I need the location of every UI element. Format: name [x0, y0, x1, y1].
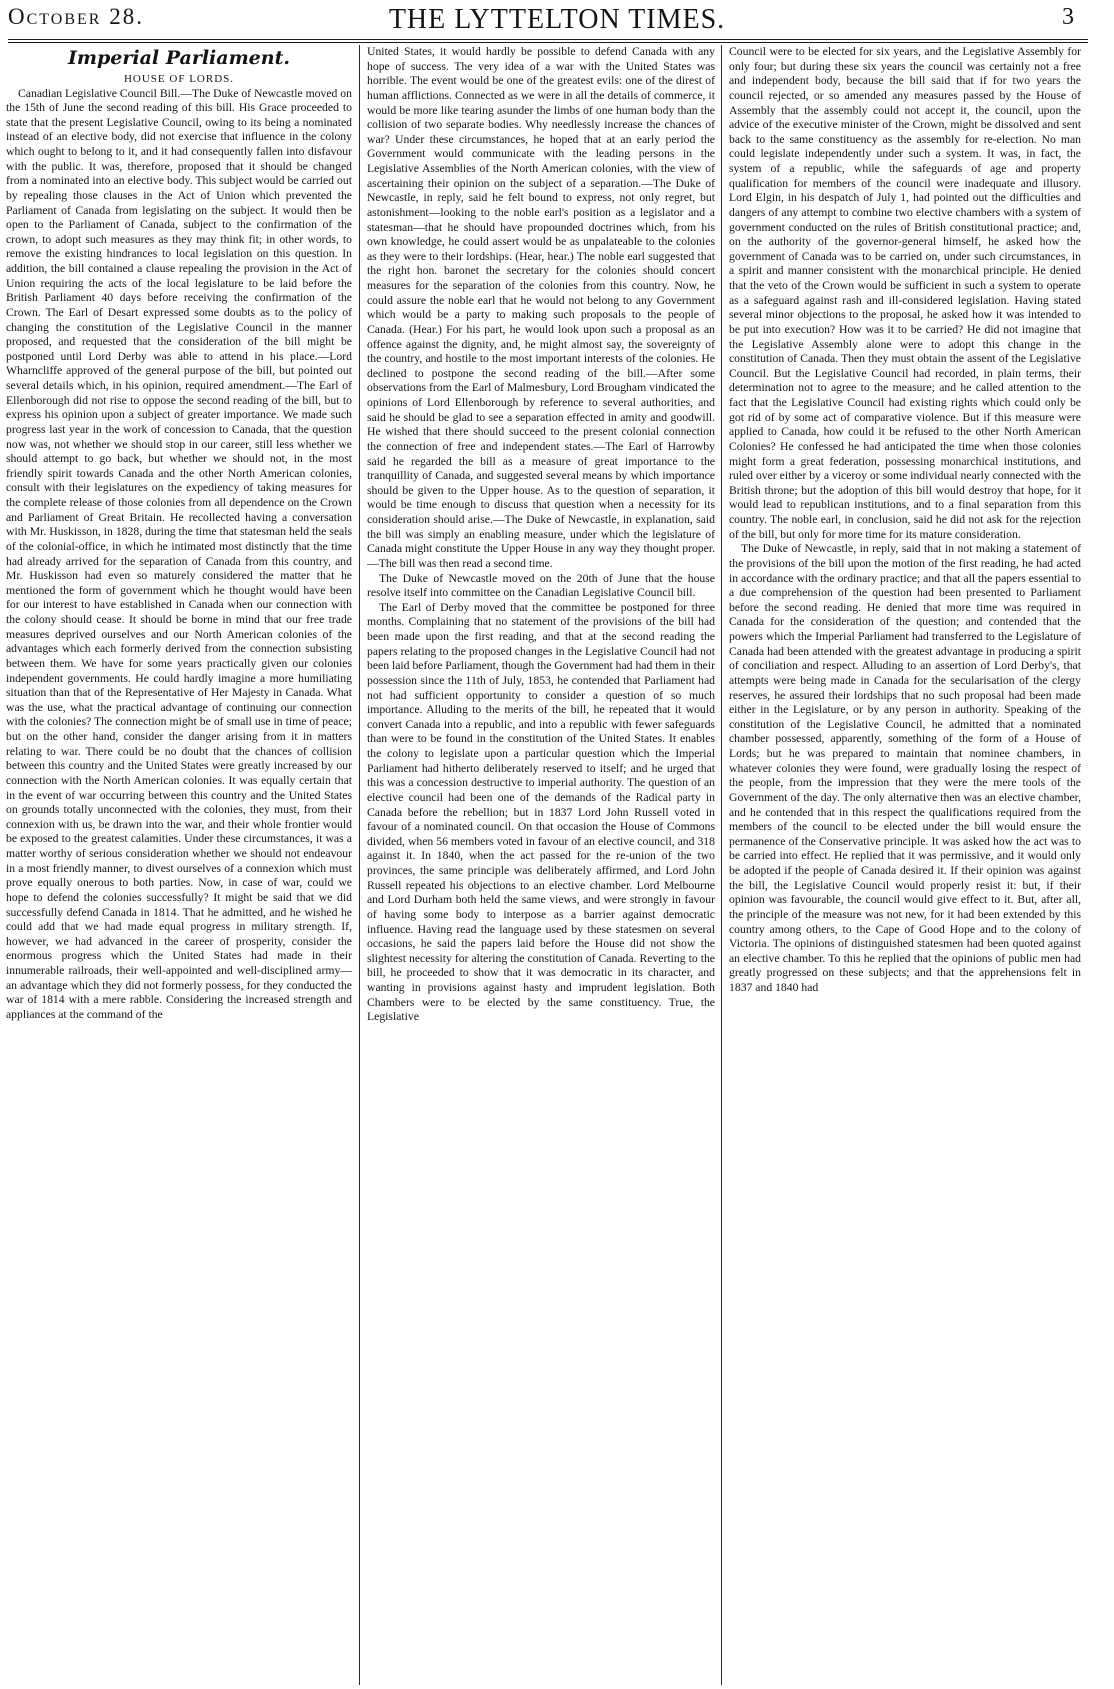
paragraph: The Duke of Newcastle moved on the 20th of June that the house resolve itself into committee on the Canadian Legislative Council bill.	[367, 571, 715, 600]
masthead	[0, 0, 1114, 40]
article-subheading: HOUSE OF LORDS.	[123, 73, 235, 85]
paragraph: United States, it would hardly be possible to defend Canada with any hope of success. The very idea of a war with the United States was horrible. The event would be one of the greatest evils: one of the direst of human afflictions. Connected as we were in all the details of commerce, it would be more like tearing asunder the limbs of one human body than the collision of two separate bodies. Why needlessly increase the chances of war? Under these circumstances, he hoped that at an early period the Government would communicate with the leading persons in the Legislative Assemblies of the North American colonies, with the view of ascertaining their opinion on the subject of a separation.—The Duke of Newcastle, in reply, said he felt bound to express, not only regret, but astonishment—looking to the noble earl's position as a legislator and a statesman—that he should have propounded doctrines which, from his own knowledge, he could assert would be as unpalateable to the colonies as they were to their lordships. (Hear, hear.) The noble earl suggested that the right hon. baronet the secretary for the colonies should concert measures for the separation of the colonies from this country. Now, he could assure the noble earl that he would not belong to any Government which would be a party to making such proposals to the people of Canada. (Hear.) For his part, he would look upon such a proposal as an offence against the dignity, and, he might almost say, the sovereignty of the country, and hostile to the most important interests of the colonies. He declined to postpone the second reading of the bill.—After some observations from the Earl of Malmesbury, Lord Brougham vindicated the opinions of Lord Ellenborough by reference to several authorities, and said he should be glad to see a separation effected in amity and goodwill. He wished that there should succeed to the present colonial connection the connection of free and independent states.—The Earl of Harrowby said he regarded the bill as a measure of great importance to the tranquillity of Canada, and suggested several means by which importance should be given to the Upper house. As to the question of separation, it would be time enough to discuss that question when a necessity for its consideration should arise.—The Duke of Newcastle, in explanation, said the bill was simply an enabling measure, under which the legislature of Canada might constitute the Upper House in any way they thought proper.—The bill was then read a second time.	[367, 45, 715, 570]
masthead-rule-top	[8, 39, 1088, 40]
paragraph: Canadian Legislative Council Bill.—The Duke of Newcastle moved on the 15th of June the second reading of this bill. His Grace proceeded to state that the present Legislative Council, owing to its being a nominated instead of an elective body, did not exercise that influence in the colony which ought to belong to it, and it had consequently fallen into disfavour with the public. It was, therefore, proposed that it should be changed from a nominated into an elective body. This subject would be carried out by repealing those clauses in the Act of Union which prevented the Parliament of Canada from legislating on the subject. It would then be open to the Parliament of Canada, subject to the confirmation of the crown, to adopt such measures as they may think fit; in other words, to remove the existing hindrances to local legislation on this question. In addition, the bill contained a clause repealing the provision in the Act of Union requiring the acts of the local legislature to be laid before the British Parliament 40 days before receiving the confirmation of the Crown. The Earl of Desart expressed some doubts as to the policy of changing the constitution of the Legislative Council in the manner proposed, and requested that the consideration of the bill might be postponed until Lord Derby was able to attend in his place.—Lord Wharncliffe approved of the general purpose of the bill, but pointed out several details which, in his opinion, required amendment.—The Earl of Ellenborough did not rise to oppose the second reading of the bill, but to express his opinion upon a subject of greater importance. We made such progress last year in the work of concession to Canada, that the question now was, not whether we should stop in our career, still less whether we should attempt to go back, but whether we should not, in the most friendly spirit towards Canada and the other North American colonies, consult with their legislatures on the expediency of taking measures for the complete release of those colonies from all dependence on the Crown and Parliament of Great Britain. He recollected having a conversation with Mr. Huskisson, in 1828, during the time that statesman held the seals of the colonial-office, in which he intimated most distinctly that the time had already arrived for the separation of Canada from this country, and Mr. Huskisson had even so maturely considered the matter that he mentioned the form of government which he thought would have been for our interest to have established in Canada when our connection with the colony should cease. It should be borne in mind that our free trade measures deprived ourselves and our North American colonies of the advantages which each formerly derived from the connection subsisting between them. We have for some years practically given our colonies independent governments. He could hardly imagine a more humiliating situation than that of the Representative of Her Majesty in Canada. What was the use, what the practical advantage of continuing our connection with the colonies? The connection might be of small use in time of peace; but on the other hand, consider the danger arising from it in matters relating to war. There could be no doubt that the chances of collision between this country and the United States were greatly increased by our connection with the North American colonies. It was equally certain that in the event of war occurring between this country and the United States on grounds totally unconnected with the colonies, they must, from their connexion with us, be drawn into the war, and their whole frontier would be exposed to the greatest calamities. Under these circumstances, it was a matter worthy of serious consideration whether we should not endeavour in a most friendly manner, to divest ourselves of a connexion which must prove equally onerous to both parties. Now, in case of war, could we hope to defend the colonies successfully? It might be said that we did successfully defend Canada in 1814. That he admitted, and he wished he could add that we had made equal progress in military strength. If, however, we had advanced in the career of prosperity, consider the enormous progress which the United States had made in their innumerable railroads, their well-appointed and well-disciplined army—an advantage which they did not formerly possess, for they conducted the war of 1814 with a mere rabble. Considering the increased strength and appliances at the command of the	[6, 86, 352, 1021]
column-1	[6, 45, 352, 1685]
paragraph: The Earl of Derby moved that the committee be postponed for three months. Complaining that no statement of the provisions of the bill had been made upon the first reading, and that at the second reading the papers relating to the proposed changes in the Legislative Council had not been laid before Parliament, though the Government had had them in their possession since the 11th of July, 1853, he contended that Parliament had not had sufficient opportunity to consider a question of so much importance. Alluding to the merits of the bill, he repeated that it would convert Canada into a republic, and into a republic with fewer safeguards than were to be found in the constitution of the United States. It enables the colony to legislate upon a particular question which the Imperial Parliament had hitherto deliberately reserved to itself; and he urged that this was a concession destructive to imperial authority. The question of an elective council had been one of the demands of the Radical party in Canada before the rebellion; but in 1837 Lord John Russell voted in favour of a nominated council. On that occasion the House of Commons divided, when 56 members voted in favour of an elective council, and 318 against it. In 1840, when the act passed for the re-union of the two provinces, the same principle was deliberately affirmed, and Lord John Russell repeated his objections to an elective chamber. Lord Melbourne and Lord Durham both held the same views, and were strongly in favour of having some body to interpose as a barrier against democratic influence. Having read the language used by these statesmen on several occasions, he said the papers laid before the House did not show the slightest necessity for altering the constitution of Canada. Reverting to the bill, he proceeded to show that it was democratic in its character, and wanting in provisions against hasty and imprudent legislation. Both Chambers were to be elected by the same constituency. True, the Legislative	[367, 600, 715, 1024]
issue-date: October 28.	[8, 4, 144, 29]
masthead-rule-bottom	[8, 42, 1088, 43]
paragraph: Council were to be elected for six years, and the Legislative Assembly for only four; but during these six years the council was certainly not a free and independent body, because the bill said that if for two years the council rejected, or so amended any measures passed by the House of Assembly that the assembly could not accept it, the council, upon the advice of the executive minister of the Crown, might be dissolved and sent back to the same constituency as the assembly for re-election. No man could legislate independently under such a system. It was, in fact, the system of a republic, while the safeguards of age and property qualification for members of the council were inadequate and illusory. Lord Elgin, in his despatch of July 1, had pointed out the difficulties and dangers of any attempt to combine two elective chambers with a system of government conducted on the rules of British constitutional practice; and, on the authority of the governor-general himself, he asked how the government of Canada was to be carried on, under such circumstances, in a spirit and manner consistent with the monarchical principle. He denied that the veto of the Crown would be sufficient in such a system to operate as a safeguard against rash and ill-considered legislation. Having stated several minor objections to the proposal, he asked how it was intended to be put into execution? How was it to be carried? He did not imagine that the Legislative Assembly alone were to adopt this change in the constitution of Canada. Then they must obtain the assent of the Legislative Council. But the Legislative Council had recorded, in plain terms, their determination not to agree to the measure; and he called attention to the fact that the Legislative Council had existing rights which could only be got rid of by some act of comparative violence. But if this measure were applied to Canada, how could it be refused to the other North American Colonies? He confessed he had anticipated the time when those colonies might form a great federation, possessing monarchical institutions, and ruled over either by a viceroy or some individual nearly connected with the British throne; but the adoption of this bill would destroy that hope, for it would lead to republican institutions, and to a final separation from this country. The noble earl, in conclusion, said he did not ask for the rejection of the bill, but only for more time for its mature consideration.	[729, 45, 1081, 541]
column-divider	[359, 45, 360, 1685]
article-heading: Imperial Parliament.	[68, 47, 290, 69]
column-3	[729, 45, 1081, 1685]
column-divider	[721, 45, 722, 1685]
page-number: 3	[1062, 4, 1074, 30]
newspaper-title: THE LYTTELTON TIMES.	[388, 4, 726, 35]
column-2	[367, 45, 715, 1685]
paragraph: The Duke of Newcastle, in reply, said that in not making a statement of the provisions of the bill upon the motion of the first reading, he had acted in accordance with the ordinary practice; and that all the papers essential to a due comprehension of the question had been presented to Parliament before the second reading. He denied that more time was required in Canada for the consideration of the question; and contended that the powers which the Imperial Parliament had transferred to the Legislature of Canada had been attended with the greatest advantage in producing a spirit of conciliation and respect. Alluding to an assertion of Lord Derby's, that attempts were being made in Canada for the secularisation of the clergy reserves, he assured their lordships that no such proposal had been made either in the Legislature, or by any person in authority. Speaking of the constitution of the Legislative Council, he admitted that a nominated chamber possessed, apparently, something of the form of a House of Lords; but he was prepared to maintain that nominee chambers, in whatever colonies they were found, were gradually losing the respect of the people, from the impression that they were the mere tools of the Government of the day. The only alternative then was an elective chamber, and he contended that in this respect the qualifications required from the members of the council to be elected under the bill would ensure the permanence of the Conservative principle. It was asked how the act was to be carried into effect. He replied that it was permissive, and it would only be adopted if the people of Canada desired it. If their opinion was against the bill, the Legislative Council would properly resist it: but, if their opinion was favourable, the council would give effect to it. But, after all, the principle of the measure was not new, for it had been extended by this country among others, to the Cape of Good Hope and to the colony of Victoria. The opinions of distinguished statesmen had been quoted against an elective chamber. To this he replied that the opinions of public men had greatly progressed on these subjects; and that the apprehensions felt in 1837 and 1840 had	[729, 542, 1081, 994]
